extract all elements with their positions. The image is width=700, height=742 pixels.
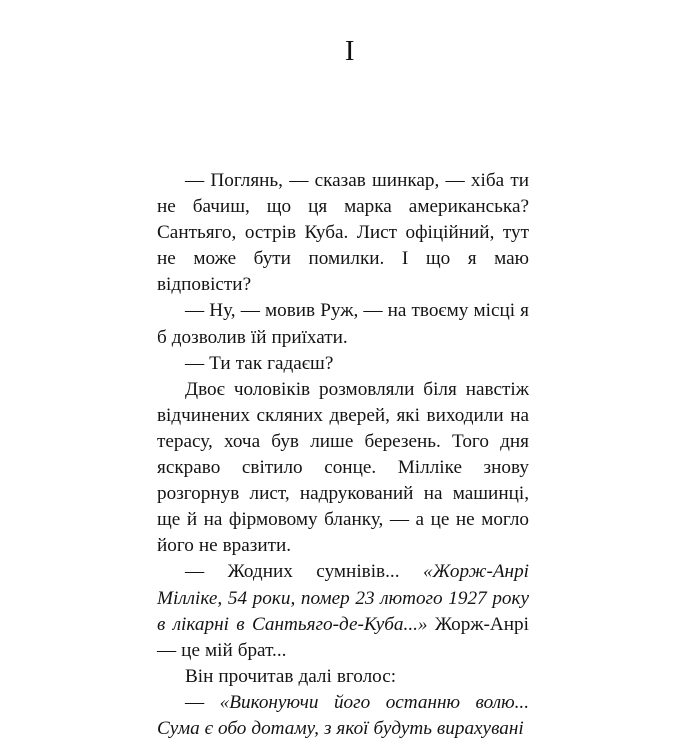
paragraph-4 (157, 377, 529, 560)
paragraph-7 (157, 690, 529, 742)
paragraph-2-text: — Ну, — мовив Руж, — на твоєму місці я б дозволив їй приїхати. (157, 300, 529, 348)
paragraph-3 (157, 351, 529, 377)
paragraph-1-text: — Поглянь, — сказав шинкар, — хіба ти не бачиш, що ця марка американська? Сантьяго, острів Куба. Лист офіційний, тут не може бути помилки. І що я маю відповісти? (157, 170, 529, 296)
paragraph-5 (157, 559, 529, 663)
paragraph-1 (157, 168, 529, 298)
body-text-column (157, 168, 529, 742)
paragraph-3-text: — Ти так гадаєш? (185, 352, 334, 374)
paragraph-5-tail: Жорж-Анрі — це мій брат... (157, 613, 529, 661)
paragraph-7-quote: «Виконуючи його останню волю... Сума є обо дотаму, з якої будуть вирахувані (157, 691, 530, 739)
paragraph-6 (157, 664, 529, 690)
paragraph-7-lead: — (185, 691, 220, 713)
paragraph-6-text: Він прочитав далі вголос: (185, 665, 397, 687)
paragraph-2 (157, 298, 529, 350)
chapter-number-heading: I (344, 35, 356, 67)
paragraph-5-quote: «Жорж-Анрі Мілліке, 54 роки, помер 23 лютого 1927 року в лікарні в Сантьяго-де-Куба...» (157, 561, 529, 635)
paragraph-5-lead: — Жодних сумнівів... (185, 561, 423, 583)
paragraph-4-text: Двоє чоловіків розмовляли біля навстіж відчинених скляних дверей, які виходили на терасу, хоча був лише березень. Того дня яскраво світило сонце. Мілліке знову розгорнув лист, надрукований на машинці, ще й на фірмовому бланку, — а це не могло його не вразити. (157, 378, 529, 557)
